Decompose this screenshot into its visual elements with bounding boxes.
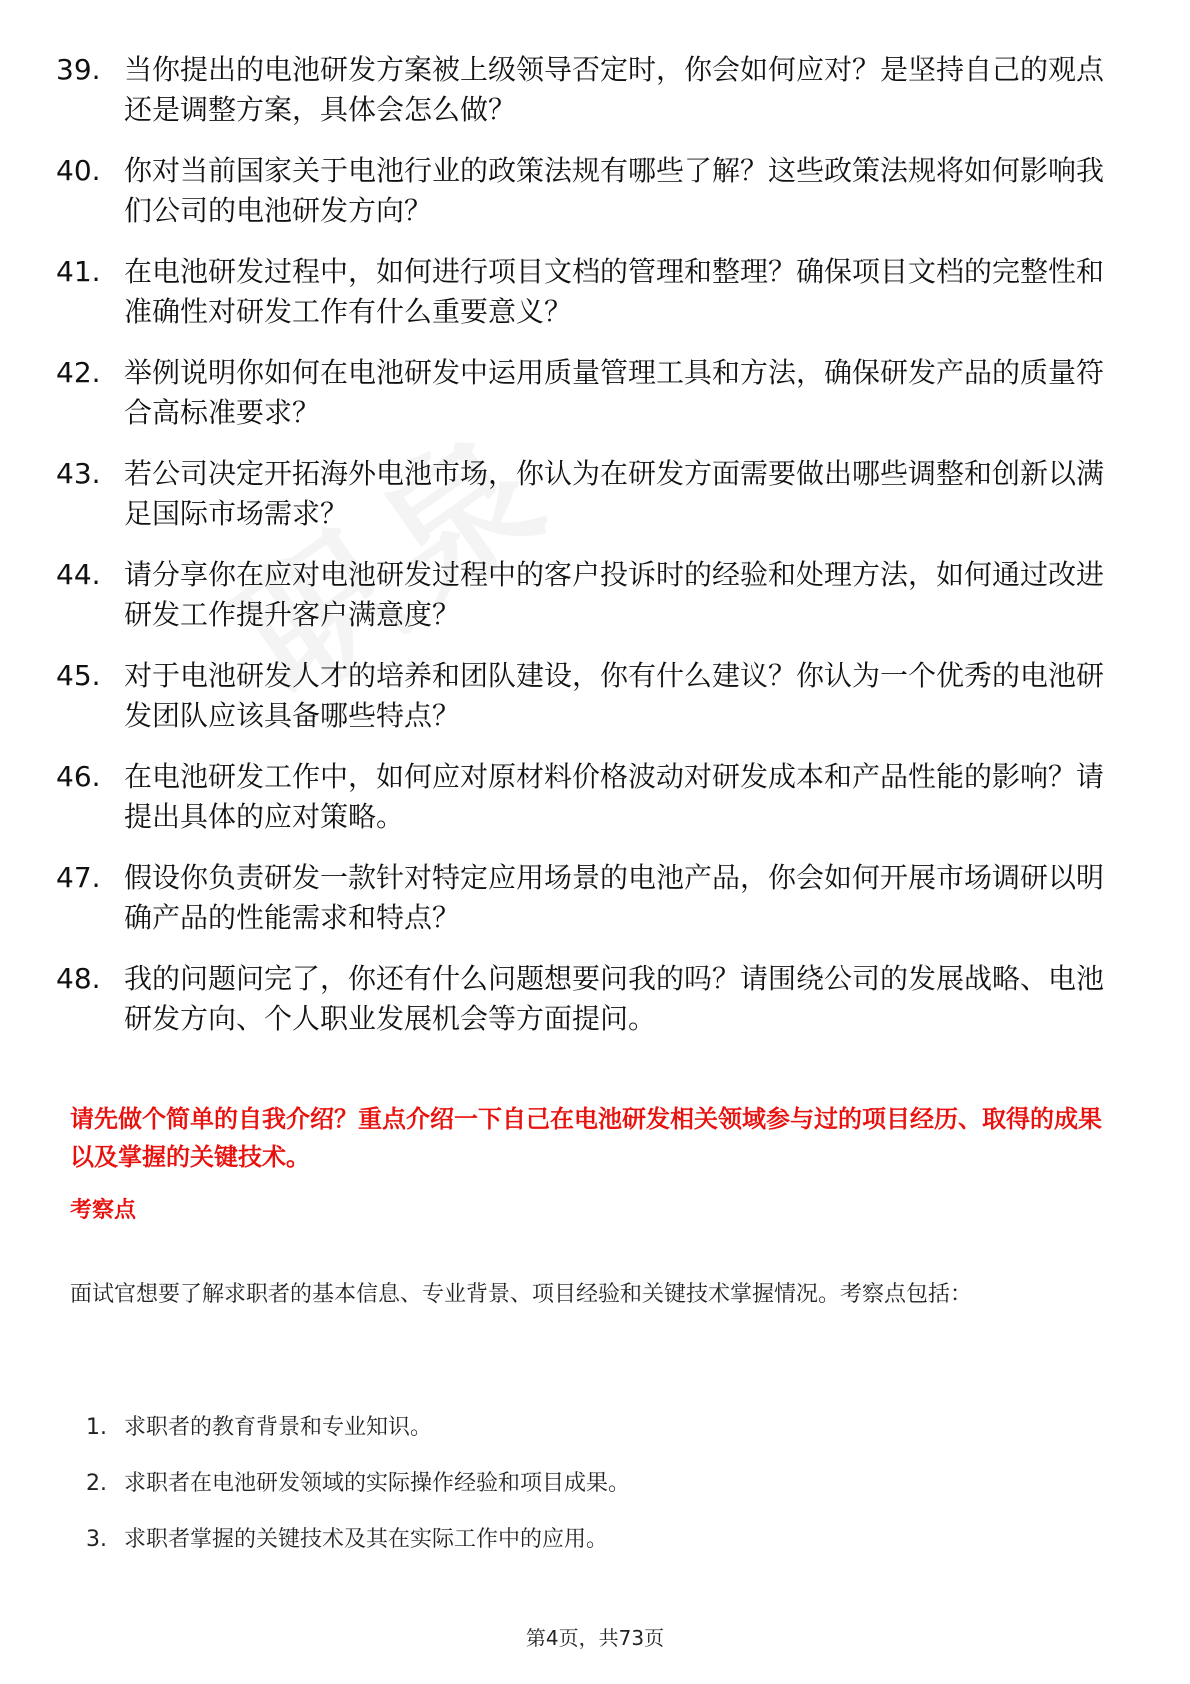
list-item [0,50,1190,130]
point-number: 2. [86,1471,107,1496]
body-paragraph: 面试官想要了解求职者的基本信息、专业背景、项目经验和关键技术掌握情况。考察点包括： [70,1282,973,1307]
list-item [0,252,1190,332]
list-item [0,656,1190,736]
question-text: 对于电池研发人才的培养和团队建设，你有什么建议？你认为一个优秀的电池研发团队应该具备哪些特点？ [124,659,1105,732]
section-title: 考察点 [70,1198,137,1223]
question-text: 假设你负责研发一款针对特定应用场景的电池产品，你会如何开展市场调研以明确产品的性能需求和特点？ [124,861,1105,934]
question-text: 请分享你在应对电池研发过程中的客户投诉时的经验和处理方法，如何通过改进研发工作提升客户满意度？ [124,558,1105,631]
list-item [0,757,1190,837]
question-text: 在电池研发过程中，如何进行项目文档的管理和整理？确保项目文档的完整性和准确性对研发工作有什么重要意义？ [124,255,1105,328]
question-text: 在电池研发工作中，如何应对原材料价格波动对研发成本和产品性能的影响？请提出具体的应对策略。 [124,760,1105,833]
question-number: 41. [56,255,101,288]
list-item [0,959,1190,1039]
question-number: 42. [56,356,101,389]
question-list [0,50,1190,1060]
point-number: 1. [86,1415,107,1440]
list-item [0,858,1190,938]
point-text: 求职者的教育背景和专业知识。 [124,1415,433,1440]
highlight-question: 请先做个简单的自我介绍？重点介绍一下自己在电池研发相关领域参与过的项目经历、取得的成果以及掌握的关键技术。 [70,1105,1102,1171]
list-item [0,454,1190,534]
question-number: 45. [56,659,101,692]
question-number: 44. [56,558,101,591]
list-item [0,1468,1190,1524]
question-text: 若公司决定开拓海外电池市场，你认为在研发方面需要做出哪些调整和创新以满足国际市场需求？ [124,457,1105,530]
point-text: 求职者在电池研发领域的实际操作经验和项目成果。 [124,1471,631,1496]
question-number: 46. [56,760,101,793]
list-item [0,1412,1190,1468]
question-number: 43. [56,457,101,490]
point-text: 求职者掌握的关键技术及其在实际工作中的应用。 [124,1527,609,1552]
question-number: 47. [56,861,101,894]
question-text: 你对当前国家关于电池行业的政策法规有哪些了解？这些政策法规将如何影响我们公司的电池研发方向？ [124,154,1105,227]
question-text: 举例说明你如何在电池研发中运用质量管理工具和方法，确保研发产品的质量符合高标准要求？ [124,356,1105,429]
points-list [0,1412,1190,1580]
question-number: 40. [56,154,101,187]
question-number: 39. [56,53,101,86]
list-item [0,1524,1190,1580]
list-item [0,151,1190,231]
question-number: 48. [56,962,101,995]
point-number: 3. [86,1527,107,1552]
question-text: 当你提出的电池研发方案被上级领导否定时，你会如何应对？是坚持自己的观点还是调整方案，具体会怎么做？ [124,53,1105,126]
question-text: 我的问题问完了，你还有什么问题想要问我的吗？请围绕公司的发展战略、电池研发方向、个人职业发展机会等方面提问。 [124,962,1105,1035]
list-item [0,555,1190,635]
page-footer: 第4页，共73页 [525,1626,665,1650]
list-item [0,353,1190,433]
